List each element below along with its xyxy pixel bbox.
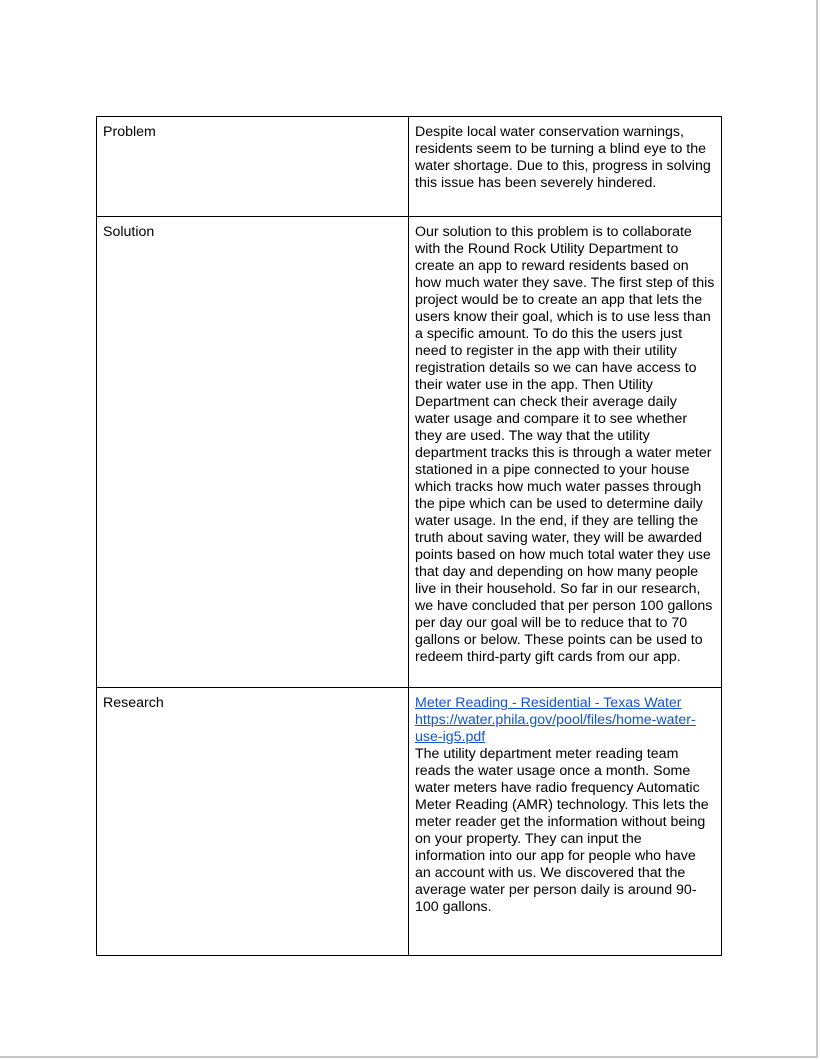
row-label-problem: Problem [97,117,409,217]
table-row-solution [97,217,722,688]
table-row-research [97,688,722,956]
row-label-research: Research [97,688,409,956]
row-label-solution: Solution [97,217,409,688]
row-content-solution: Our solution to this problem is to collaborate with the Round Rock Utility Department to create an app to reward residents based on how much water they save. The first step of this project would be to create an app that lets the users know their goal, which is to use less than a specific amount. To do this the users just need to register in the app with their utility registration details so we can have access to their water use in the app. Then Utility Department can check their average daily water usage and compare it to see whether they are used. The way that the utility department tracks this is through a water meter stationed in a pipe connected to your house which tracks how much water passes through the pipe which can be used to determine daily water usage. In the end, if they are telling the truth about saving water, they will be awarded points based on how much total water they use that day and depending on how many people live in their household. So far in our research, we have concluded that per person 100 gallons per day our goal will be to reduce that to 70 gallons or below. These points can be used to redeem third-party gift cards from our app. [409,217,722,688]
row-content-research [409,688,722,956]
link-phila-home-water-use-pdf[interactable]: https://water.phila.gov/pool/files/home-water-use-ig5.pdf [415,712,696,745]
link-texas-water-meter-reading[interactable]: Meter Reading - Residential - Texas Water [415,695,682,711]
research-paragraph: The utility department meter reading team reads the water usage once a month. Some water meters have radio frequency Automatic Meter Reading (AMR) technology. This lets the meter reader get the information without being on your property. They can input the information into our app for people who have an account with us. We discovered that the average water per person daily is around 90-100 gallons. [415,746,709,915]
table-row-problem [97,117,722,217]
row-content-problem: Despite local water conservation warnings, residents seem to be turning a blind eye to the water shortage. Due to this, progress in solving this issue has been severely hindered. [409,117,722,217]
content-table [96,116,722,956]
